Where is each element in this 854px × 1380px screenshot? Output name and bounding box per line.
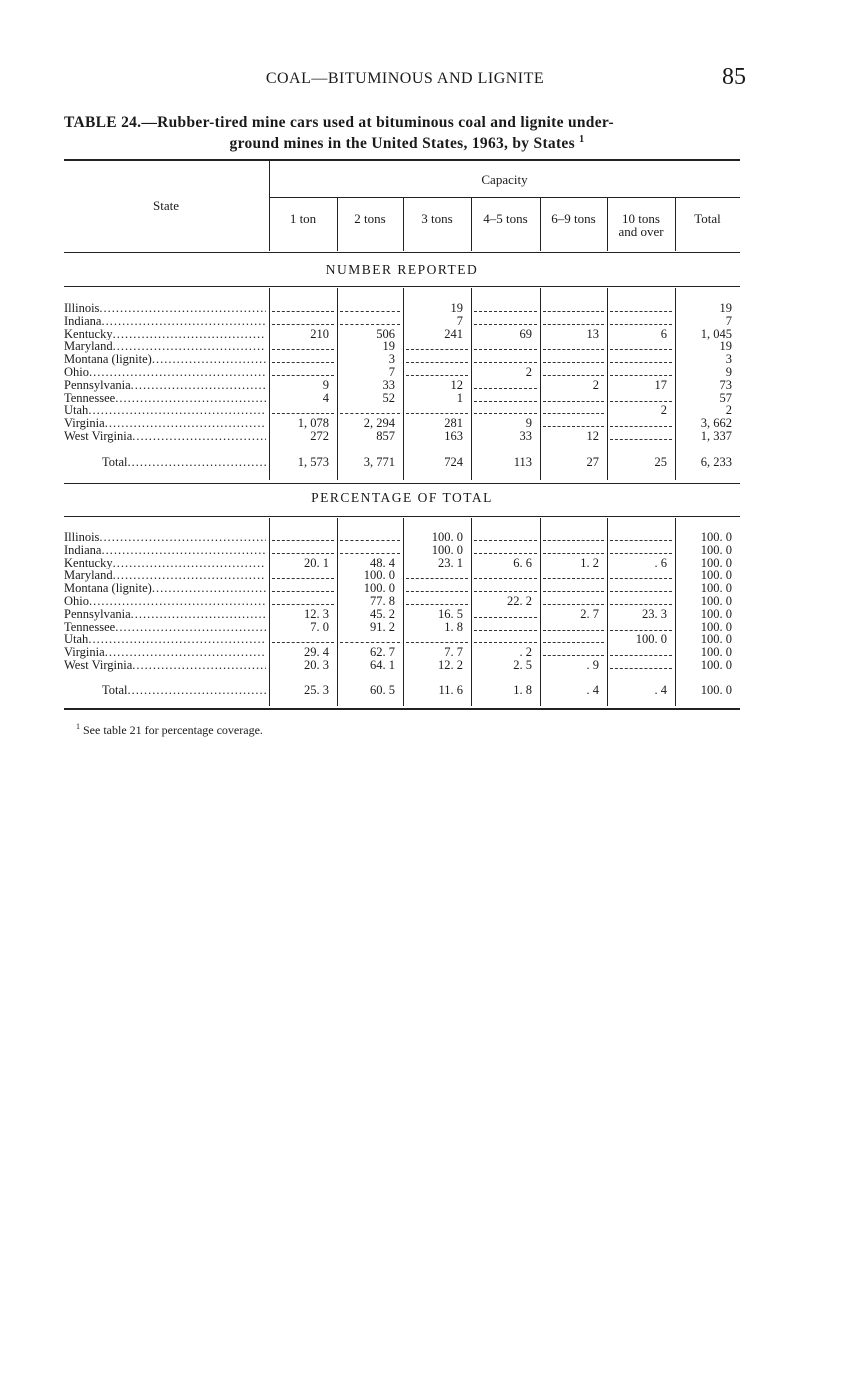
column-rule [607, 518, 608, 706]
column-rule [337, 518, 338, 706]
empty-cell-leader [543, 324, 604, 325]
total-cell: 25. 3 [304, 683, 329, 697]
empty-cell-leader [340, 311, 400, 312]
table-cell: 100. 0 [700, 555, 732, 570]
column-rule [269, 161, 270, 251]
table-cell: 52 [382, 390, 395, 405]
table-cell: 64. 1 [370, 658, 395, 672]
table-cell: 91. 2 [370, 619, 395, 634]
total-label: Total ..... [102, 456, 266, 469]
table-cell: 100. 0 [700, 542, 732, 557]
empty-cell-leader [406, 362, 468, 363]
table-cell: 16. 5 [438, 606, 463, 621]
empty-cell-leader [474, 388, 537, 389]
table-cell: 69 [519, 326, 532, 341]
state-header: State [153, 198, 179, 213]
empty-cell-leader [610, 668, 672, 669]
empty-cell-leader [610, 324, 672, 325]
table-cell: 12. 3 [304, 606, 329, 621]
empty-cell-leader [474, 553, 537, 554]
empty-cell-leader [543, 362, 604, 363]
caption-line-2 [64, 131, 750, 152]
table-cell: 281 [444, 416, 463, 431]
footnote [76, 722, 263, 738]
empty-cell-leader [610, 578, 672, 579]
empty-cell-leader [610, 362, 672, 363]
state-label: Montana (lignite) ..... [64, 353, 266, 366]
total-cell: 11. 6 [438, 683, 463, 697]
table-cell: 9 [525, 416, 532, 431]
total-cell: . 4 [586, 683, 599, 697]
rule [64, 483, 740, 484]
total-cell: 724 [444, 455, 463, 469]
table-cell: 2. 7 [580, 606, 599, 621]
table-cell: 4 [322, 390, 329, 405]
table-cell: 241 [444, 326, 463, 341]
empty-cell-leader [543, 311, 604, 312]
table-cell: 7. 0 [310, 619, 329, 634]
total-cell: 60. 5 [370, 683, 395, 697]
empty-cell-leader [474, 349, 537, 350]
table-cell: 22. 2 [507, 594, 532, 608]
empty-cell-leader [272, 540, 334, 541]
state-label: Pennsylvania ..... [64, 608, 266, 621]
total-label: Total ..... [102, 684, 266, 697]
empty-cell-leader [340, 553, 400, 554]
table-cell: 100. 0 [700, 632, 732, 647]
table-cell: 1, 078 [297, 416, 329, 431]
empty-cell-leader [406, 578, 468, 579]
empty-cell-leader [406, 642, 468, 643]
table-cell: 57 [719, 390, 732, 405]
empty-cell-leader [474, 578, 537, 579]
table-cell: 23. 3 [642, 606, 667, 621]
table-cell: 12 [450, 377, 463, 392]
empty-cell-leader [610, 540, 672, 541]
state-label: Illinois ..... [64, 531, 266, 544]
table-cell: 100. 0 [700, 530, 732, 544]
total-cell: . 4 [654, 683, 667, 697]
table-cell: 9 [725, 365, 732, 379]
empty-cell-leader [272, 375, 334, 376]
table-cell: 1. 8 [444, 619, 463, 634]
total-cell: 1. 8 [513, 683, 532, 697]
table-cell: 20. 1 [304, 555, 329, 570]
table-cell: 23. 1 [438, 555, 463, 570]
table-cell: 2 [725, 403, 732, 418]
total-cell: 113 [513, 455, 532, 469]
empty-cell-leader [543, 426, 604, 427]
empty-cell-leader [543, 642, 604, 643]
empty-cell-leader [610, 630, 672, 631]
empty-cell-leader [610, 591, 672, 592]
table-cell: . 9 [586, 658, 599, 672]
state-label: Tennessee ..... [64, 621, 266, 634]
empty-cell-leader [610, 426, 672, 427]
state-label: Indiana ..... [64, 544, 266, 557]
empty-cell-leader [272, 604, 334, 605]
empty-cell-leader [474, 362, 537, 363]
section-title-percentage-of-total: PERCENTAGE OF TOTAL [311, 490, 493, 505]
empty-cell-leader [340, 413, 400, 414]
table-cell: . 6 [654, 555, 667, 570]
column-rule [540, 288, 541, 480]
page-number: 85 [722, 64, 746, 90]
table-cell: 100. 0 [700, 594, 732, 608]
state-label: West Virginia ..... [64, 430, 266, 443]
table-cell: 272 [310, 429, 329, 443]
empty-cell-leader [340, 324, 400, 325]
table-cell: 19 [382, 339, 395, 354]
state-label: Kentucky ..... [64, 557, 266, 570]
column-rule [337, 288, 338, 480]
state-label: West Virginia ..... [64, 659, 266, 672]
table-cell: 77. 8 [370, 594, 395, 608]
state-label: Virginia ..... [64, 417, 266, 430]
table-cell: 2 [660, 403, 667, 418]
empty-cell-leader [543, 591, 604, 592]
empty-cell-leader [272, 642, 334, 643]
footnote-mark: 1 [76, 722, 80, 731]
column-rule [403, 288, 404, 480]
table-cell: 73 [719, 377, 732, 392]
table-cell: 7 [388, 365, 395, 379]
column-header: Total [694, 211, 721, 226]
state-label: Maryland ..... [64, 340, 266, 353]
table-cell: 45. 2 [370, 606, 395, 621]
column-rule [403, 518, 404, 706]
table-cell: 2 [525, 365, 532, 379]
table-cell: 33 [519, 429, 532, 443]
column-header-line-2: and over [618, 224, 664, 239]
total-cell: 27 [586, 455, 599, 469]
table-cell: 100. 0 [700, 658, 732, 672]
table-cell: 3 [725, 352, 732, 367]
total-cell: 1, 573 [297, 455, 329, 469]
table-cell: 29. 4 [304, 645, 329, 660]
empty-cell-leader [272, 578, 334, 579]
empty-cell-leader [543, 413, 604, 414]
table-cell: 62. 7 [370, 645, 395, 660]
table-cell: 506 [376, 326, 395, 341]
column-rule [540, 518, 541, 706]
empty-cell-leader [610, 401, 672, 402]
section-title-number-reported: NUMBER REPORTED [325, 262, 479, 277]
running-head: COAL—BITUMINOUS AND LIGNITE [265, 70, 545, 87]
table-cell: 7. 7 [444, 645, 463, 660]
column-header: 3 tons [421, 211, 453, 226]
table-cell: 100. 0 [700, 619, 732, 634]
rule [64, 286, 740, 287]
empty-cell-leader [610, 604, 672, 605]
caption-footnote-mark: 1 [579, 134, 585, 145]
rule [64, 516, 740, 517]
capacity-rule [269, 197, 740, 198]
table-cell: 13 [586, 326, 599, 341]
table-cell: 12 [586, 429, 599, 443]
empty-cell-leader [406, 591, 468, 592]
empty-cell-leader [474, 630, 537, 631]
empty-cell-leader [610, 375, 672, 376]
empty-cell-leader [543, 655, 604, 656]
empty-cell-leader [406, 413, 468, 414]
column-rule [607, 288, 608, 480]
empty-cell-leader [610, 439, 672, 440]
column-rule [269, 518, 270, 706]
column-header: 1 ton [289, 211, 317, 226]
empty-cell-leader [272, 324, 334, 325]
table-cell: 100. 0 [635, 632, 667, 647]
empty-cell-leader [474, 324, 537, 325]
column-rule [675, 288, 676, 480]
table-cell: 100. 0 [431, 542, 463, 557]
empty-cell-leader [610, 553, 672, 554]
table-cell: 19 [719, 301, 732, 315]
table-cell: 6. 6 [513, 555, 532, 570]
state-label: Montana (lignite) ..... [64, 582, 266, 595]
total-cell: 25 [654, 455, 667, 469]
table-cell: 2 [592, 377, 599, 392]
table-cell: 1. 2 [580, 555, 599, 570]
state-label: Pennsylvania ..... [64, 379, 266, 392]
table-cell: . 2 [519, 645, 532, 660]
empty-cell-leader [543, 349, 604, 350]
column-header: 4–5 tons [483, 211, 528, 226]
rule [64, 252, 740, 253]
empty-cell-leader [272, 591, 334, 592]
column-rule [675, 197, 676, 251]
column-rule [675, 518, 676, 706]
empty-cell-leader [543, 604, 604, 605]
total-cell: 100. 0 [700, 683, 732, 697]
empty-cell-leader [543, 630, 604, 631]
state-label: Indiana ..... [64, 315, 266, 328]
table-cell: 2. 5 [513, 658, 532, 672]
table-cell: 12. 2 [438, 658, 463, 672]
footnote-text: See table 21 for percentage coverage. [83, 723, 263, 737]
table-caption [64, 114, 750, 152]
empty-cell-leader [272, 362, 334, 363]
table-cell: 19 [450, 301, 463, 315]
column-rule [540, 197, 541, 251]
column-header: 6–9 tons [551, 211, 596, 226]
empty-cell-leader [610, 655, 672, 656]
capacity-header: Capacity [481, 172, 528, 187]
table-cell: 100. 0 [700, 568, 732, 583]
table-cell: 100. 0 [700, 645, 732, 660]
page-header [64, 64, 746, 92]
column-rule [607, 197, 608, 251]
empty-cell-leader [474, 617, 537, 618]
empty-cell-leader [474, 591, 537, 592]
empty-cell-leader [610, 311, 672, 312]
empty-cell-leader [272, 349, 334, 350]
state-label: Kentucky ..... [64, 328, 266, 341]
table-cell: 9 [322, 377, 329, 392]
table-cell: 210 [310, 326, 329, 341]
table-cell: 7 [456, 313, 463, 328]
table-cell: 19 [719, 339, 732, 354]
rule [64, 159, 740, 161]
empty-cell-leader [543, 401, 604, 402]
empty-cell-leader [340, 540, 400, 541]
table-cell: 2, 294 [363, 416, 395, 431]
table-cell: 48. 4 [370, 555, 395, 570]
column-rule [269, 288, 270, 480]
table-cell: 100. 0 [431, 530, 463, 544]
state-label: Maryland ..... [64, 569, 266, 582]
total-cell: 6, 233 [700, 455, 732, 469]
column-rule [471, 288, 472, 480]
empty-cell-leader [610, 349, 672, 350]
empty-cell-leader [406, 604, 468, 605]
table-cell: 7 [725, 313, 732, 328]
table-cell: 857 [376, 429, 395, 443]
empty-cell-leader [474, 642, 537, 643]
empty-cell-leader [543, 375, 604, 376]
column-header: 10 tons [622, 211, 660, 226]
data-table [64, 159, 740, 711]
empty-cell-leader [272, 413, 334, 414]
table-cell: 20. 3 [304, 658, 329, 672]
table-cell: 100. 0 [700, 581, 732, 596]
empty-cell-leader [474, 311, 537, 312]
table-cell: 3 [388, 352, 395, 367]
empty-cell-leader [340, 642, 400, 643]
column-rule [403, 197, 404, 251]
empty-cell-leader [543, 578, 604, 579]
state-label: Illinois ..... [64, 302, 266, 315]
table-cell: 1 [456, 390, 463, 405]
empty-cell-leader [474, 413, 537, 414]
caption-line-2-text: ground mines in the United States, 1963, by States [229, 135, 575, 153]
rule [64, 708, 740, 710]
empty-cell-leader [272, 553, 334, 554]
state-label: Utah ..... [64, 633, 266, 646]
table-cell: 1, 045 [700, 326, 732, 341]
caption-line-1: TABLE 24.—Rubber-tired mine cars used at bituminous coal and lignite under- [64, 114, 614, 131]
table-cell: 17 [654, 377, 667, 392]
empty-cell-leader [543, 553, 604, 554]
empty-cell-leader [474, 401, 537, 402]
table-cell: 33 [382, 377, 395, 392]
empty-cell-leader [543, 540, 604, 541]
column-rule [471, 197, 472, 251]
state-label: Ohio ..... [64, 366, 266, 379]
state-label: Tennessee ..... [64, 392, 266, 405]
table-cell: 6 [660, 326, 667, 341]
table-cell: 3, 662 [700, 416, 732, 431]
table-cell: 163 [444, 429, 463, 443]
table-cell: 100. 0 [363, 568, 395, 583]
table-cell: 100. 0 [700, 606, 732, 621]
table-cell: 1, 337 [700, 429, 732, 443]
state-label: Virginia ..... [64, 646, 266, 659]
column-rule [337, 197, 338, 251]
empty-cell-leader [474, 540, 537, 541]
state-label: Ohio ..... [64, 595, 266, 608]
empty-cell-leader [406, 375, 468, 376]
total-cell: 3, 771 [363, 455, 395, 469]
column-rule [471, 518, 472, 706]
empty-cell-leader [272, 311, 334, 312]
table-cell: 100. 0 [363, 581, 395, 596]
column-header: 2 tons [354, 211, 386, 226]
empty-cell-leader [406, 349, 468, 350]
state-label: Utah ..... [64, 404, 266, 417]
